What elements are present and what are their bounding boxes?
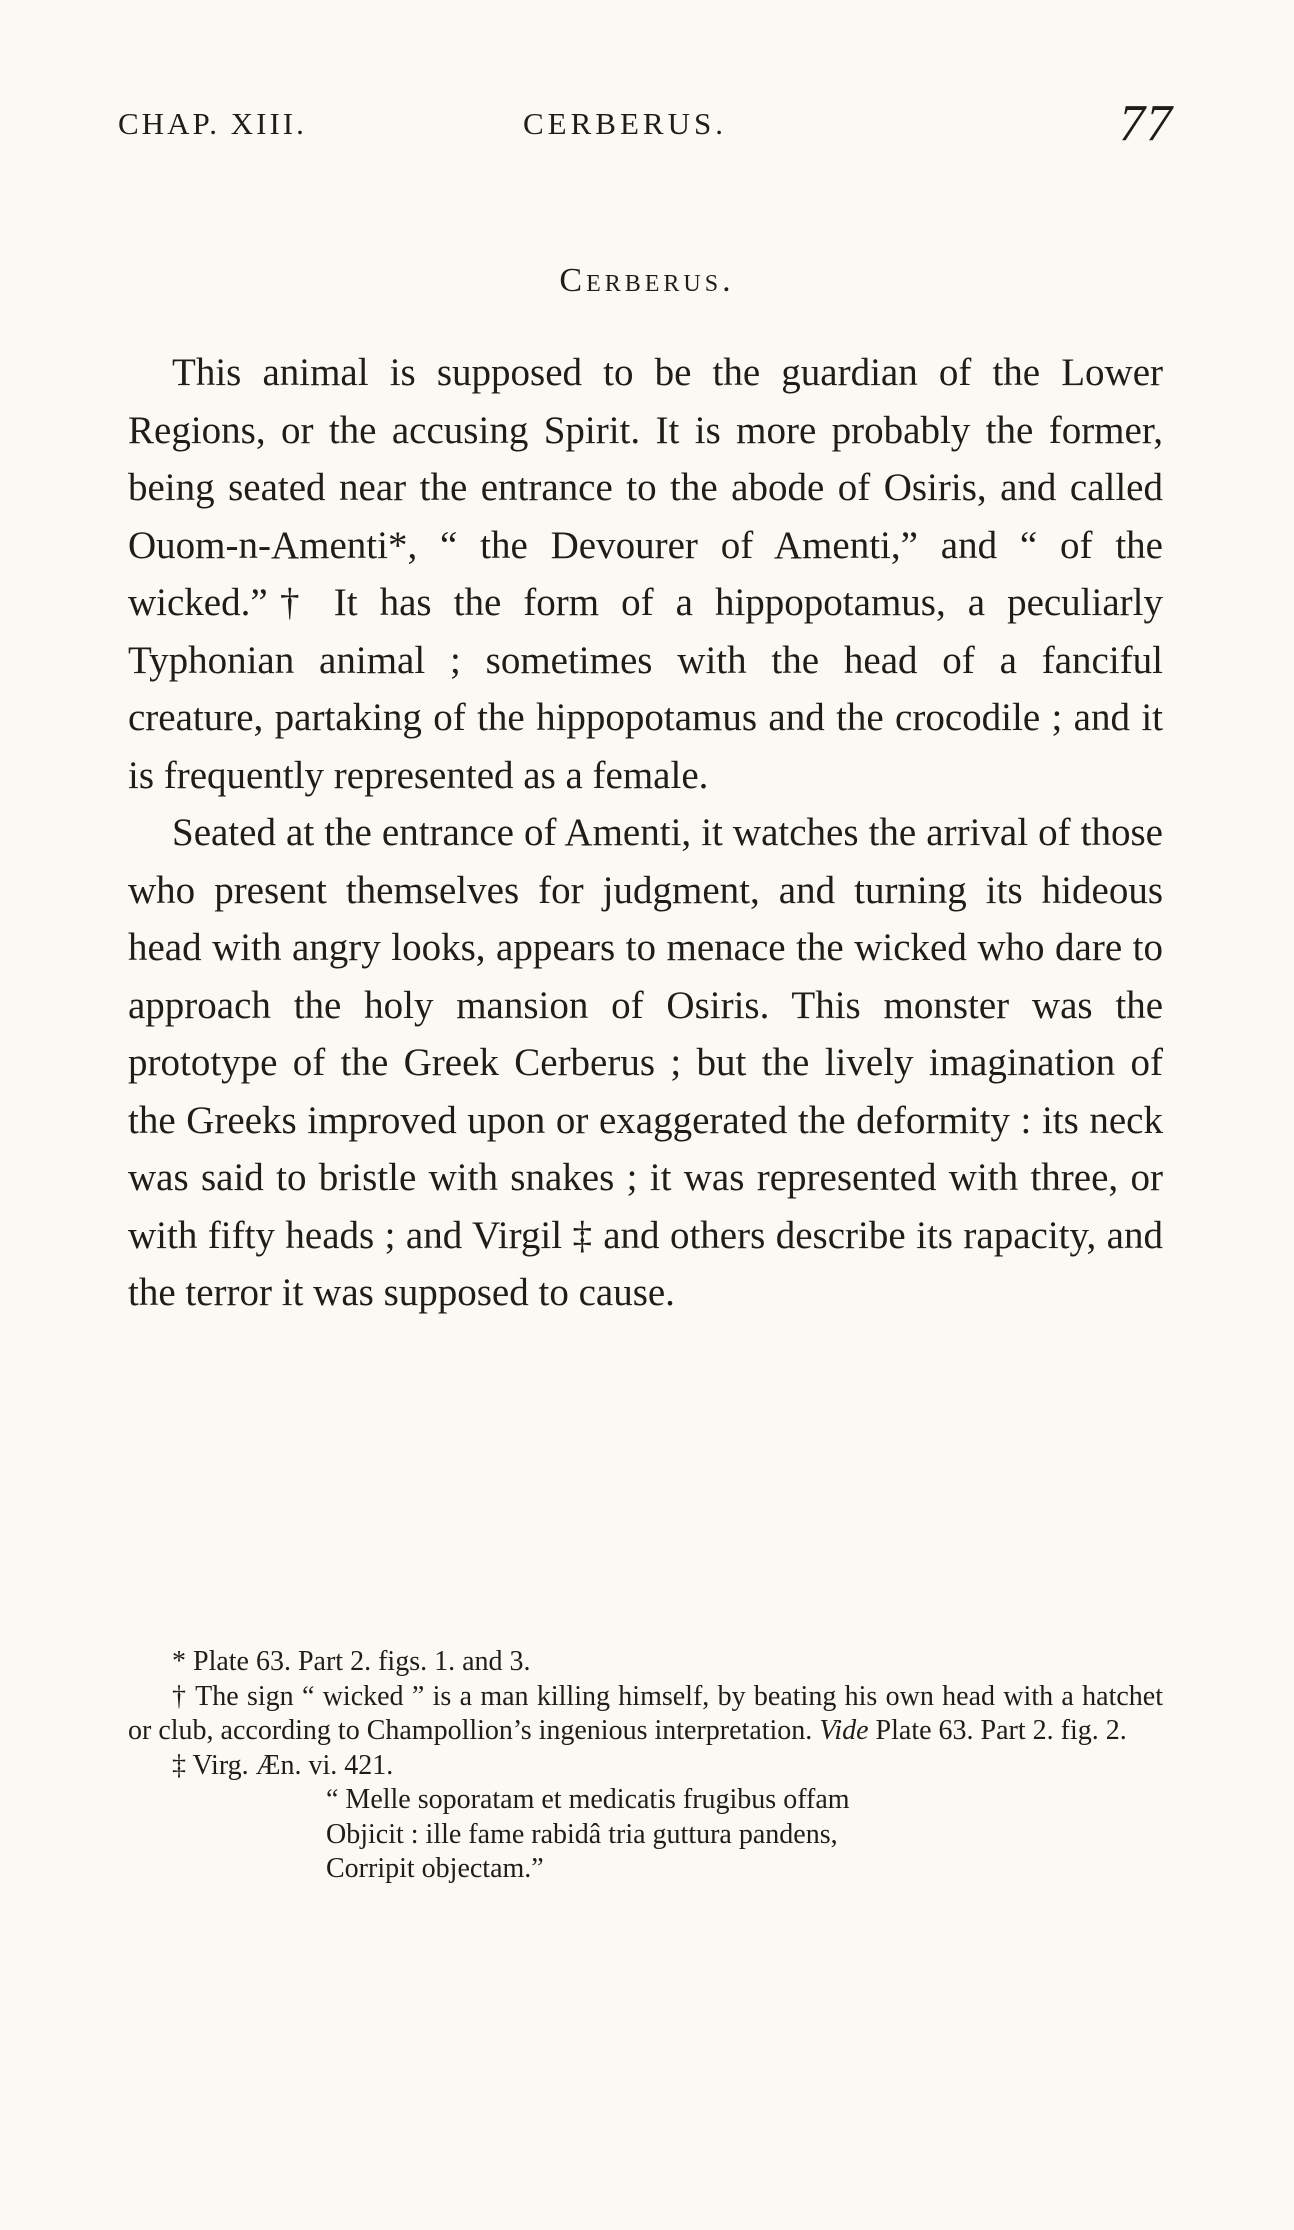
paragraph-1: This animal is supposed to be the guardian of the Lower Regions, or the accusing Spirit. It is more probably the former, being seated near the entrance to the abode of Osiris, and called Ouom-n-Amenti*, “ the Devourer of Amenti,” and “ of the wicked.”† It has the form of a hippopotamus, a peculiarly Typhonian animal ; sometimes with the head of a fanciful creature, partaking of the hippopotamus and the crocodile ; and it is frequently represented as a female. [128, 351, 1163, 797]
running-head [118, 95, 1173, 152]
footnote-2 [128, 1680, 1163, 1749]
running-title: CERBERUS. [523, 106, 727, 141]
quote-line-1: “ Melle soporatam et medicatis frugibus offam [326, 1784, 850, 1815]
page-number: 77 [1119, 95, 1173, 152]
footnote-2-ref: Plate 63. Part 2. fig. 2. [868, 1715, 1127, 1746]
footnotes [128, 1645, 1163, 1887]
paragraph-2: Seated at the entrance of Amenti, it watches the arrival of those who present themselves for judgment, and turning its hideous head with angry looks, appears to menace the wicked who dare to approach the holy mansion of Osiris. This monster was the prototype of the Greek Cerberus ; but the lively imagination of the Greeks improved upon or exaggerated the deformity : its neck was said to bristle with snakes ; it was represented with three, or with fifty heads ; and Virgil ‡ and others describe its rapacity, and the terror it was supposed to cause. [128, 811, 1163, 1314]
section-title: Cerberus. [559, 262, 735, 299]
footnote-3: ‡ Virg. Æn. vi. 421. [172, 1749, 394, 1781]
footnote-1: * Plate 63. Part 2. figs. 1. and 3. [172, 1646, 531, 1677]
body-text [128, 344, 1163, 1322]
chapter-label: CHAP. XIII. [118, 106, 307, 141]
footnote-quote [128, 1783, 1163, 1887]
footnote-2-vide: Vide [819, 1715, 869, 1746]
quote-line-3: Corripit objectam.” [326, 1853, 544, 1884]
footnote-2-text: † The sign “ wicked ” is a man killing himself, by beating his own head with a hatchet or club, according to Champollion’s ingenious interpretation. [128, 1680, 1163, 1746]
quote-line-2: Objicit : ille fame rabidâ tria guttura pandens, [326, 1818, 838, 1850]
